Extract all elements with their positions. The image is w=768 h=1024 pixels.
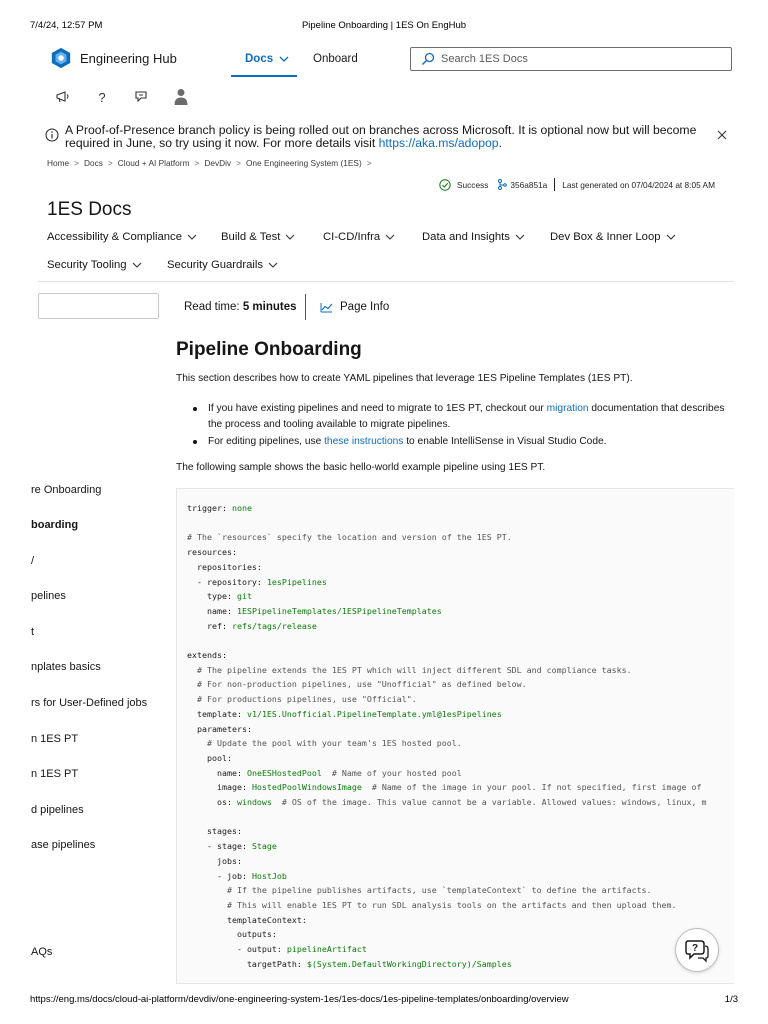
code-token: v1/1ES.Unofficial.PipelineTemplate.yml@1esPipelines: [246, 708, 502, 719]
toc-item[interactable]: /: [31, 555, 35, 567]
code-line: [187, 621, 317, 631]
print-title: Pipeline Onboarding | 1ES On EngHub: [301, 20, 467, 31]
category-label: Build & Test: [221, 231, 281, 243]
code-token: trigger:: [187, 503, 232, 513]
chevron-down-icon: [132, 262, 142, 269]
toc-item[interactable]: n 1ES PT: [31, 768, 79, 780]
commit-hash-link[interactable]: 356a851a: [510, 179, 548, 190]
category-data-insights[interactable]: [422, 231, 525, 243]
category-accessibility-compliance[interactable]: [47, 231, 197, 243]
breadcrumb-separator: >: [236, 158, 241, 168]
svg-text:?: ?: [691, 943, 699, 954]
breadcrumb-cloud-ai[interactable]: Cloud + AI Platform: [117, 158, 190, 168]
chevron-down-icon: [279, 56, 289, 63]
code-token: image:: [187, 782, 252, 793]
search-input[interactable]: [410, 47, 732, 71]
chevron-down-icon: [268, 262, 278, 269]
page-info-button[interactable]: [320, 301, 389, 313]
code-token: # Update the pool with your team's 1ES hosted pool.: [187, 738, 462, 749]
toc-item[interactable]: n 1ES PT: [31, 733, 79, 745]
toc-item[interactable]: t: [31, 626, 35, 638]
code-line: [187, 532, 512, 542]
code-token: pipelineArtifact: [286, 944, 367, 954]
chevron-down-icon: [515, 234, 525, 241]
code-line: [187, 665, 632, 675]
code-line: [187, 503, 252, 513]
code-token: outputs:: [187, 929, 277, 940]
print-date: 7/4/24, 12:57 PM: [30, 20, 103, 31]
code-line: [187, 738, 462, 748]
code-token: parameters:: [187, 723, 252, 734]
code-token: stages:: [187, 826, 242, 837]
toc-item[interactable]: pelines: [31, 590, 66, 602]
code-line: [187, 694, 417, 704]
code-token: - stage:: [187, 841, 252, 852]
code-line: [187, 782, 702, 792]
page-info-label: Page Info: [340, 301, 390, 313]
help-icon[interactable]: ?: [98, 89, 106, 105]
code-line: [187, 709, 502, 719]
code-line: [187, 606, 442, 616]
toc-item[interactable]: AQs: [31, 946, 53, 958]
code-line: [187, 724, 252, 734]
bullet-list: [192, 401, 737, 451]
bullet-text: to enable IntelliSense in Visual Studio Code.: [403, 436, 607, 447]
code-line: [187, 959, 512, 969]
code-token: # For productions pipelines, use "Official".: [187, 694, 417, 705]
intro-paragraph: This section describes how to create YAML pipelines that leverage 1ES Pipeline Templates (1ES PT).: [176, 373, 633, 384]
toc-item[interactable]: re Onboarding: [31, 484, 102, 496]
code-token: git: [236, 591, 252, 602]
code-token: HostJob: [251, 870, 287, 881]
code-token: templateContext:: [187, 914, 307, 925]
notification-banner: [44, 124, 734, 154]
toc-filter-input[interactable]: [38, 293, 159, 319]
last-generated-text: Last generated on 07/04/2024 at 8:05 AM: [562, 179, 715, 190]
bullet-text: If you have existing pipelines and need to migrate to 1ES PT, checkout our: [208, 403, 547, 414]
print-header: [30, 20, 738, 34]
category-label: Dev Box & Inner Loop: [550, 231, 661, 243]
code-token: # For non-production pipelines, use "Unofficial" as defined below.: [187, 679, 527, 690]
code-token: 1esPipelines: [266, 576, 327, 587]
toc-item-active[interactable]: boarding: [31, 519, 79, 531]
code-token: refs/tags/release: [231, 620, 317, 631]
chevron-down-icon: [285, 234, 295, 241]
category-dev-box-inner-loop[interactable]: [550, 231, 676, 243]
breadcrumb-separator: >: [194, 158, 200, 168]
profile-icon[interactable]: [172, 88, 190, 106]
code-line: [187, 826, 242, 836]
breadcrumb-separator: >: [107, 158, 113, 168]
read-time-value: 5 minutes: [242, 301, 297, 313]
code-line: [187, 841, 277, 851]
print-footer: [30, 994, 738, 1008]
breadcrumb-docs[interactable]: Docs: [84, 158, 103, 168]
build-status-line: [439, 178, 715, 191]
utility-icon-row: [0, 86, 300, 108]
brand-name: Engineering Hub: [80, 50, 177, 66]
breadcrumb-devdiv[interactable]: DevDiv: [204, 158, 232, 168]
commit-branch-icon: [497, 179, 507, 190]
code-line: [187, 547, 237, 557]
code-line: [187, 679, 527, 689]
code-token: 1ESPipelineTemplates/1ESPipelineTemplates: [236, 605, 442, 616]
toc-item[interactable]: rs for User-Defined jobs: [31, 697, 148, 709]
code-token: targetPath:: [187, 958, 307, 969]
search-placeholder: Search 1ES Docs: [441, 53, 528, 65]
category-security-tooling[interactable]: [47, 259, 142, 271]
code-token: name:: [187, 605, 237, 616]
header-divider: [38, 281, 734, 282]
toc-item[interactable]: ase pipelines: [31, 839, 96, 851]
top-nav: [0, 44, 768, 76]
code-line: [187, 650, 227, 660]
toc-item[interactable]: d pipelines: [31, 804, 84, 816]
chevron-down-icon: [187, 234, 197, 241]
category-nav-row-1: [47, 231, 737, 247]
code-token: pool:: [187, 752, 232, 763]
code-token: $(System.DefaultWorkingDirectory)/Samples: [306, 958, 512, 969]
chart-line-icon: [320, 302, 333, 313]
code-token: - job:: [187, 870, 252, 881]
code-token: os:: [187, 797, 237, 807]
close-icon[interactable]: [716, 129, 728, 141]
code-token: jobs:: [187, 855, 242, 866]
instructions-link[interactable]: these instructions: [324, 436, 404, 447]
code-line: [187, 929, 277, 939]
brand-link[interactable]: [50, 47, 177, 69]
code-token: Stage: [251, 841, 277, 852]
code-token: # This will enable 1ES PT to run SDL analysis tools on the artifacts and then upload them.: [187, 899, 677, 910]
banner-link[interactable]: https://aka.ms/adopop: [378, 136, 499, 150]
page-title: Pipeline Onboarding: [176, 339, 362, 360]
category-security-guardrails[interactable]: [167, 259, 278, 271]
code-token: - repository:: [187, 576, 267, 587]
chevron-down-icon: [666, 234, 676, 241]
code-token: none: [231, 503, 252, 513]
breadcrumb-separator: >: [74, 158, 79, 168]
nav-docs-menu[interactable]: [245, 53, 289, 65]
breadcrumb: [47, 158, 377, 168]
code-line: [187, 577, 327, 587]
category-label: Security Guardrails: [167, 259, 264, 271]
list-item: [192, 401, 737, 433]
code-token: type:: [187, 591, 237, 602]
code-line: [187, 768, 462, 778]
read-time-label: Read time:: [184, 301, 240, 313]
build-status-text: Success: [457, 179, 489, 190]
code-line: [187, 753, 232, 763]
migration-link[interactable]: migration: [546, 403, 589, 414]
code-token: windows: [236, 797, 272, 807]
category-nav-row-2: [47, 259, 737, 275]
code-token: # OS of the image. This value cannot be a variable. Allowed values: windows, linux, m: [271, 797, 707, 807]
code-token: # Name of your hosted pool: [321, 767, 462, 778]
code-token: - output:: [187, 944, 287, 954]
toc-item[interactable]: nplates basics: [31, 661, 101, 673]
chat-help-icon: [684, 937, 710, 963]
info-icon: [45, 128, 59, 142]
code-token: repositories:: [187, 561, 262, 572]
chevron-down-icon: [385, 234, 395, 241]
code-block[interactable]: [176, 488, 734, 984]
code-line: [187, 900, 677, 910]
code-line: [187, 562, 262, 572]
code-token: # If the pipeline publishes artifacts, use `templateContext` to define the artifacts.: [187, 885, 652, 896]
bullet-text: documentation that describes the process and tooling available to migrate pipelines.: [208, 403, 725, 430]
list-item: [192, 434, 737, 450]
feedback-icon[interactable]: [132, 88, 150, 106]
breadcrumb-1es[interactable]: One Engineering System (1ES): [245, 158, 362, 168]
code-token: # The pipeline extends the 1ES PT which will inject different SDL and compliance tasks.: [187, 664, 632, 675]
category-label: Accessibility & Compliance: [47, 231, 182, 243]
category-label: CI-CD/Infra: [323, 231, 381, 243]
search-icon: [421, 52, 435, 66]
banner-message: [65, 124, 705, 150]
sample-paragraph: The following sample shows the basic hello-world example pipeline using 1ES PT.: [176, 462, 546, 473]
bullet-text: For editing pipelines, use: [208, 436, 325, 447]
nav-docs-label: Docs: [245, 53, 274, 65]
code-line: [187, 856, 242, 866]
code-token: resources:: [187, 547, 237, 558]
code-token: extends:: [187, 650, 227, 660]
category-label: Data and Insights: [422, 231, 510, 243]
category-build-test[interactable]: [221, 231, 295, 243]
code-token: HostedPoolWindowsImage: [251, 782, 362, 793]
print-page-number: 1/3: [724, 994, 738, 1005]
code-line: [187, 591, 252, 601]
read-time: [184, 301, 297, 313]
code-token: ref:: [187, 620, 232, 631]
code-line: [187, 944, 367, 954]
code-token: name:: [187, 767, 247, 778]
breadcrumb-home[interactable]: Home: [47, 158, 70, 168]
code-token: # Name of the image in your pool. If not specified, first image of: [361, 782, 702, 793]
code-line: [187, 915, 307, 925]
banner-text: A Proof-of-Presence branch policy is being rolled out on branches across Microsoft. It is optional now but will become required in June, so try using it now. For more details visit: [65, 123, 697, 150]
meta-divider: [305, 294, 306, 320]
code-line: [187, 885, 652, 895]
site-title[interactable]: 1ES Docs: [47, 199, 132, 220]
code-token: template:: [187, 708, 247, 719]
success-check-icon: [439, 179, 451, 191]
code-token: # The `resources` specify the location and version of the 1ES PT.: [187, 532, 512, 543]
code-token: OneESHostedPool: [246, 767, 322, 778]
nav-active-underline: [231, 75, 297, 77]
banner-suffix: .: [498, 136, 502, 150]
status-divider: [554, 178, 555, 191]
category-label: Security Tooling: [47, 259, 127, 271]
help-chat-button[interactable]: [675, 928, 719, 972]
nav-onboard-link[interactable]: Onboard: [313, 53, 358, 65]
code-line: [187, 871, 287, 881]
category-ci-cd-infra[interactable]: [323, 231, 395, 243]
print-url: https://eng.ms/docs/cloud-ai-platform/devdiv/one-engineering-system-1es/1es-docs/1es-pipeline-templates/onboarding/overview: [30, 994, 569, 1005]
engineering-hub-logo-icon: [50, 47, 72, 69]
breadcrumb-separator: >: [366, 158, 372, 168]
announcement-icon[interactable]: [54, 88, 72, 106]
code-line: [187, 797, 707, 807]
